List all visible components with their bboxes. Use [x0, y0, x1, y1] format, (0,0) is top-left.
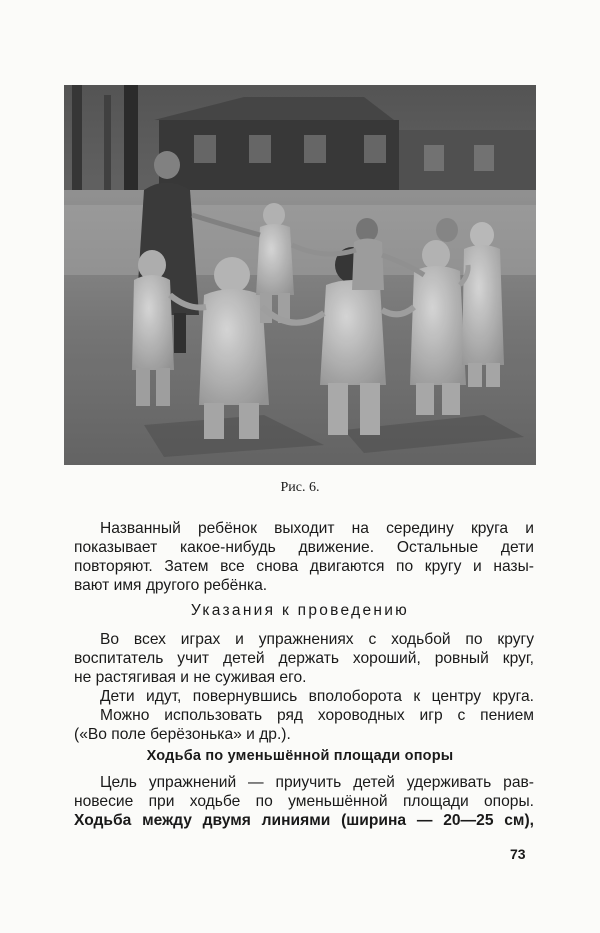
text-line: Во всех играх и упражнениях с ходьбой по кругу: [100, 631, 534, 648]
children-circle-photo: [64, 85, 536, 465]
text-line: («Во поле берёзонька» и др.).: [74, 726, 291, 743]
text-line: новесие при ходьбе по уменьшённой площади опоры.: [74, 793, 534, 810]
figure-caption: Рис. 6.: [280, 480, 320, 495]
text-line: Названный ребёнок выходит на середину круга и: [100, 520, 534, 537]
text-line: Цель упражнений — приучить детей удерживать рав-: [100, 774, 534, 791]
figure-photo: [64, 85, 536, 465]
text-line: воспитатель учит детей держать хороший, ровный круг,: [74, 650, 534, 667]
text-line: Можно использовать ряд хороводных игр с пением: [100, 707, 534, 724]
paragraph-intro: [74, 519, 534, 595]
section-heading-instructions: Указания к проведению: [190, 602, 410, 619]
text-line: Дети идут, повернувшись вполоборота к центру круга.: [100, 688, 534, 705]
section-heading-narrow-walk: Ходьба по уменьшённой площади опоры: [146, 748, 454, 764]
text-line: вают имя другого ребёнка.: [74, 577, 268, 594]
paragraph-narrow-walk: [74, 773, 534, 830]
text-line: не растягивая и не суживая его.: [74, 669, 307, 686]
text-line: повторяют. Затем все снова двигаются по кругу и назы-: [74, 558, 534, 575]
paragraph-instructions: [74, 630, 534, 744]
text-line: Ходьба между двумя линиями (ширина — 20—25 см),: [74, 812, 534, 829]
page-number: 73: [510, 846, 526, 862]
text-line: показывает какое-нибудь движение. Остальные дети: [74, 539, 534, 556]
